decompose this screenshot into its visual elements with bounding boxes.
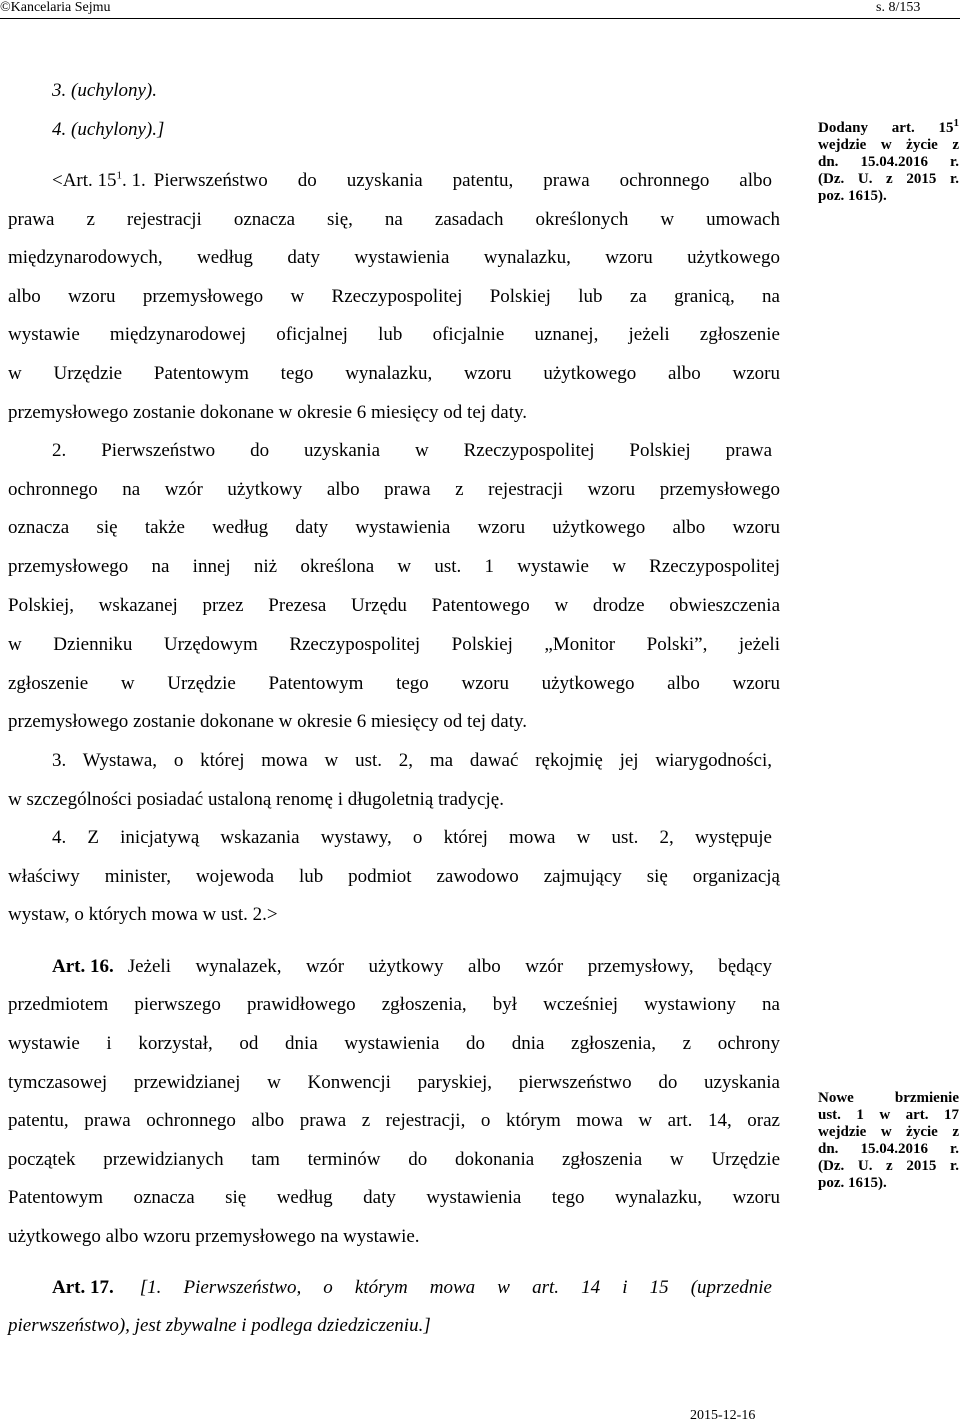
art15-1-p1-line-2: międzynarodowych, według daty wystawienia wynalazku, wzoru użytkowego [8,247,780,268]
footer-date: 2015-12-16 [690,1408,756,1423]
art17-label: Art. 17. [52,1277,114,1298]
art15-1-first-line [52,168,772,194]
art15-1-p4-line-2: wystaw, o których mowa w ust. 2.> [8,904,278,925]
margin-note-1-line-1: wejdzie w życie z [818,137,959,153]
art16-line-3: tymczasowej przewidzianej w Konwencji paryskiej, pierwszeństwo do uzyskania [8,1072,780,1093]
margin-note-2-line-0: Nowe brzmienie [818,1090,959,1106]
art16-line-6: Patentowym oznacza się według daty wystawienia tego wynalazku, wzoru [8,1187,780,1208]
header-divider [0,18,960,19]
art15-1-p1-line-5: w Urzędzie Patentowym tego wynalazku, wzoru użytkowego albo wzoru [8,363,780,384]
art15-1-p2-line-7: przemysłowego zostanie dokonane w okresie 6 miesięcy od tej daty. [8,711,528,732]
art15-point-3: 3. (uchylony). [52,80,157,101]
margin-note-2-line-5: poz. 1615). [818,1175,887,1191]
margin-note-new-wording-art17 [818,1090,959,1192]
art16-line-0: Jeżeli wynalazek, wzór użytkowy albo wzór przemysłowy, będący [127,956,772,977]
margin-note-2-line-3: dn. 15.04.2016 r. [818,1141,959,1157]
art16-first-line [52,954,772,980]
art15-1-p1-line-3: albo wzoru przemysłowego w Rzeczypospolitej Polskiej lub za granicą, na [8,286,780,307]
art15-1-p2-line-0: 2. Pierwszeństwo do uzyskania w Rzeczypospolitej Polskiej prawa [52,440,772,461]
art15-1-p2-line-1: ochronnego na wzór użytkowy albo prawa z rejestracji wzoru przemysłowego [8,479,780,500]
art16-label: Art. 16. [52,956,114,977]
art15-point-4: 4. (uchylony).] [52,119,165,140]
art15-1-p1-line-0: Pierwszeństwo do uzyskania patentu, prawa ochronnego albo [153,170,772,191]
art15-1-title: <Art. $15^1$. 1. [52,169,146,191]
margin-note-2-line-2: wejdzie w życie z [818,1124,959,1140]
art15-1-p3-line-0: 3. Wystawa, o której mowa w ust. 2, ma dawać rękojmię jej wiarygodności, [52,750,772,771]
art15-1-p1-line-4: wystawie międzynarodowej oficjalnej lub oficjalnie uznanej, jeżeli zgłoszenie [8,324,780,345]
art16-line-7: użytkowego albo wzoru przemysłowego na wystawie. [8,1226,420,1247]
art15-1-p1-line-1: prawa z rejestracji oznacza się, na zasadach określonych w umowach [8,209,780,230]
art17-line-1: pierwszeństwo), jest zbywalne i podlega dziedziczeniu.] [8,1315,431,1336]
art16-line-4: patentu, prawa ochronnego albo prawa z rejestracji, o którym mowa w art. 14, oraz [8,1110,780,1131]
margin-note-1-line-4: poz. 1615). [818,188,887,204]
art15-1-p1-line-6: przemysłowego zostanie dokonane w okresie 6 miesięcy od tej daty. [8,402,528,423]
page-number: s. 8/153 [876,0,921,15]
margin-note-1-line-0: Dodany art. $15^1$ [818,117,959,136]
margin-note-2-line-4: (Dz. U. z 2015 r. [818,1158,959,1174]
art15-1-p2-line-2: oznacza się także według daty wystawienia wzoru użytkowego albo wzoru [8,517,780,538]
margin-note-2-line-1: ust. 1 w art. 17 [818,1107,959,1123]
art15-1-p3-line-1: w szczególności posiadać ustaloną renomę i długoletnią tradycję. [8,789,504,810]
art16-line-1: przedmiotem pierwszego prawidłowego zgłoszenia, był wcześniej wystawiony na [8,994,780,1015]
art15-1-p4-line-1: właściwy minister, wojewoda lub podmiot zawodowo zajmujący się organizacją [8,866,780,887]
publisher-label: ©Kancelaria Sejmu [0,0,111,15]
art16-line-5: początek przewidzianych tam terminów do dokonania zgłoszenia w Urzędzie [8,1149,780,1170]
art17-line-0: [1. Pierwszeństwo, o którym mowa w art. 14 i 15 (uprzednie [139,1277,772,1298]
art15-1-p2-line-5: w Dzienniku Urzędowym Rzeczypospolitej Polskiej „Monitor Polski”, jeżeli [8,634,780,655]
art16-line-2: wystawie i korzystał, od dnia wystawienia do dnia zgłoszenia, z ochrony [8,1033,780,1054]
art17-first-line [52,1275,772,1301]
art15-1-p2-line-6: zgłoszenie w Urzędzie Patentowym tego wzoru użytkowego albo wzoru [8,673,780,694]
art15-1-p4-line-0: 4. Z inicjatywą wskazania wystawy, o której mowa w ust. 2, występuje [52,827,772,848]
margin-note-1-line-2: dn. 15.04.2016 r. [818,154,959,170]
art15-1-p2-line-4: Polskiej, wskazanej przez Prezesa Urzędu Patentowego w drodze obwieszczenia [8,595,780,616]
margin-note-added-art15-1 [818,117,959,205]
art15-1-p2-line-3: przemysłowego na innej niż określona w ust. 1 wystawie w Rzeczypospolitej [8,556,780,577]
margin-note-1-line-3: (Dz. U. z 2015 r. [818,171,959,187]
